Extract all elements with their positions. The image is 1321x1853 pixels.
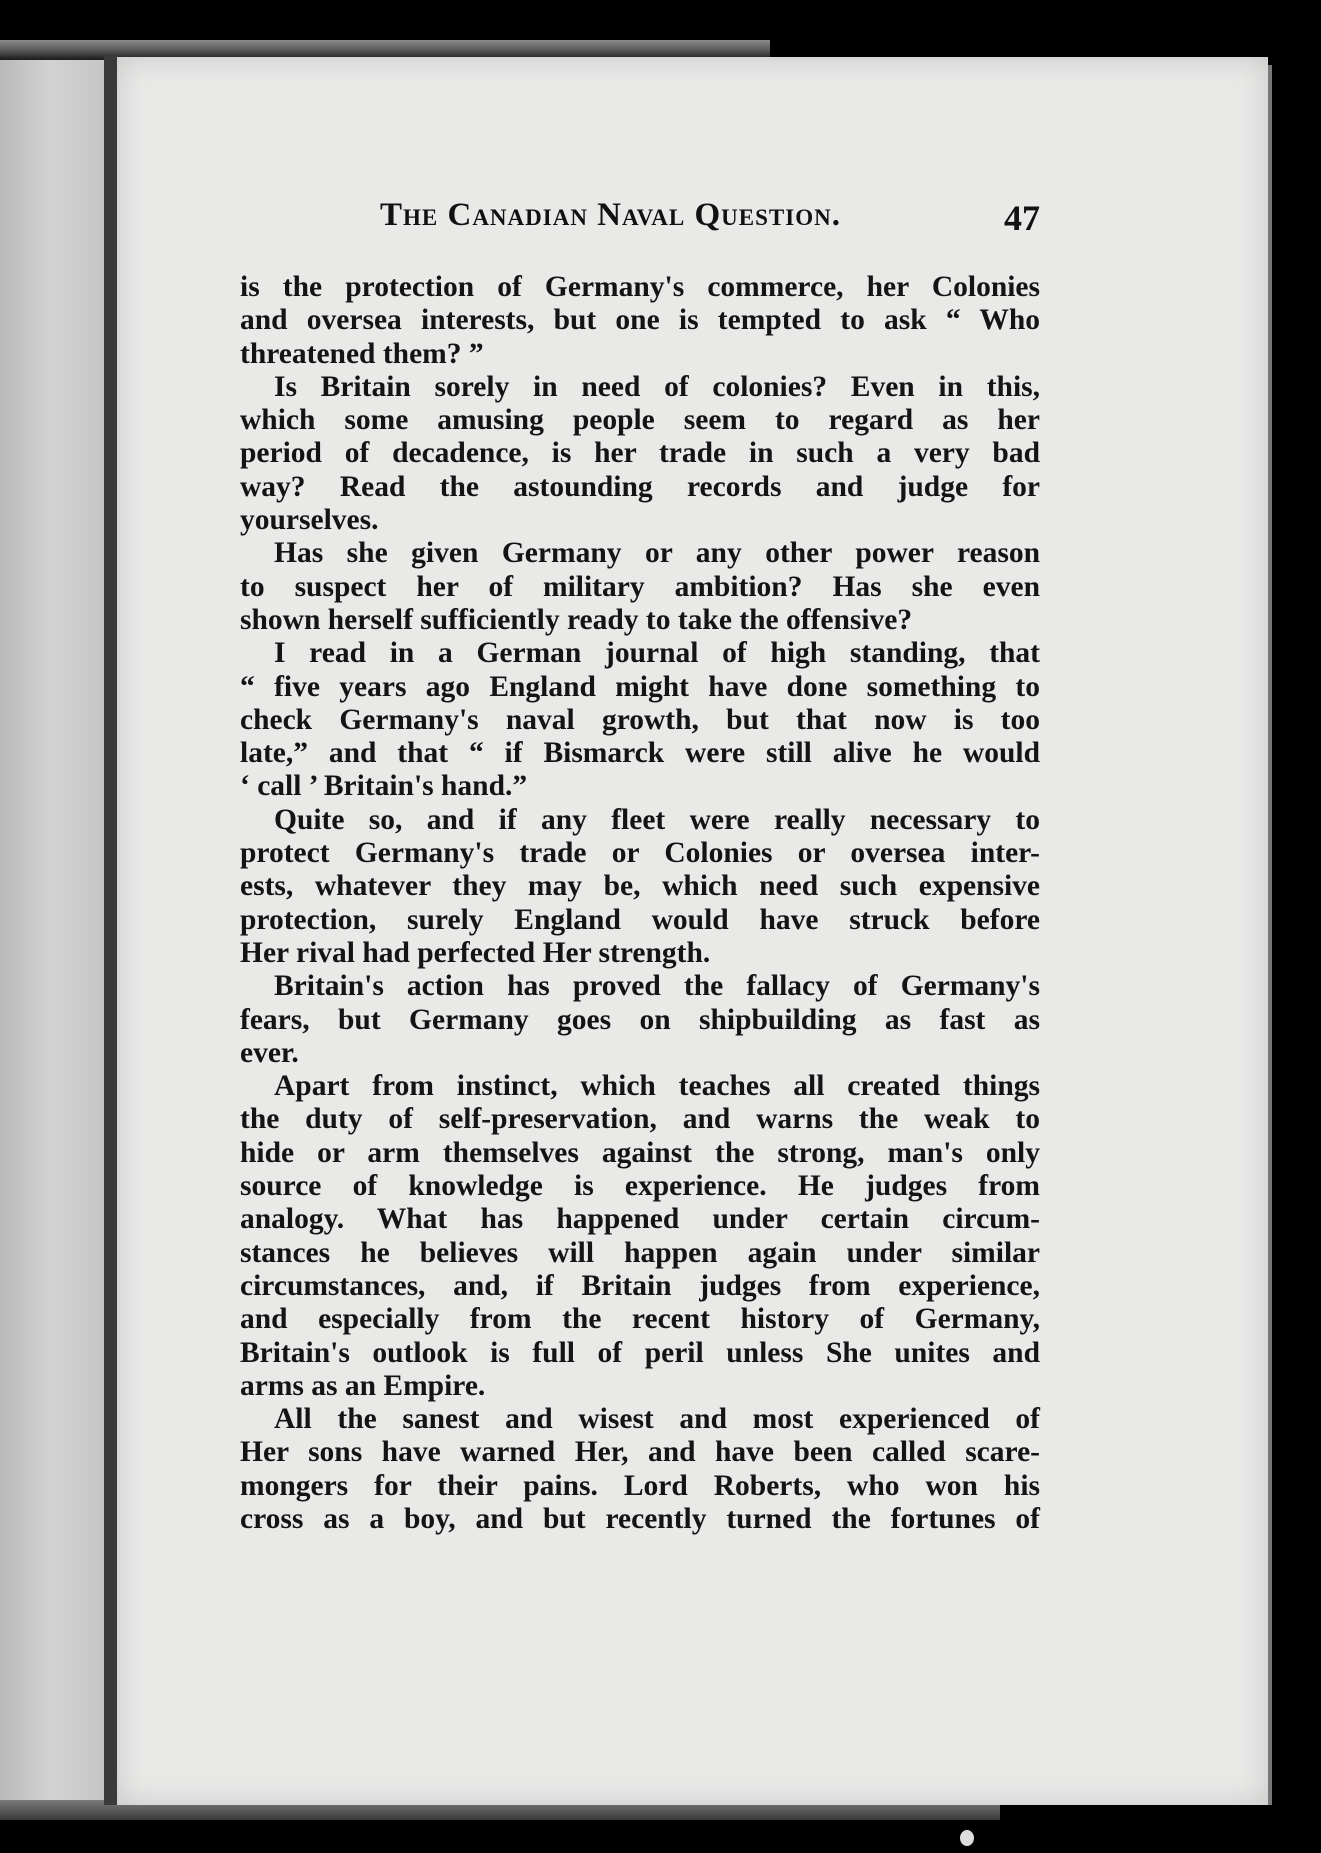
text-line: Apart from instinct, which teaches all created things: [274, 1070, 1040, 1103]
body-text: [240, 271, 1040, 1536]
text-line: period of decadence, is her trade in such a very bad: [240, 437, 1040, 470]
adjacent-page-edge: [0, 45, 112, 1805]
text-line: ests, whatever they may be, which need such expensive: [240, 870, 1040, 903]
text-line: arms as an Empire.: [240, 1369, 486, 1402]
text-line: Is Britain sorely in need of colonies? Even in this,: [274, 370, 1040, 403]
paragraph: [240, 970, 1040, 1070]
text-line: mongers for their pains. Lord Roberts, who won his: [240, 1469, 1040, 1502]
text-line: check Germany's naval growth, but that now is too: [240, 703, 1040, 736]
page-header: [380, 197, 1040, 257]
text-line: Her rival had perfected Her strength.: [240, 936, 711, 969]
text-line: protect Germany's trade or Colonies or oversea inter-: [240, 837, 1040, 870]
paragraph: [240, 371, 1040, 537]
text-line: hide or arm themselves against the strong, man's only: [240, 1136, 1040, 1169]
paragraph: [240, 537, 1040, 637]
text-line: Britain's outlook is full of peril unless She unites and: [240, 1336, 1040, 1369]
text-line: yourselves.: [240, 504, 379, 537]
text-line: Quite so, and if any fleet were really necessary to: [274, 803, 1040, 836]
text-line: circumstances, and, if Britain judges from experience,: [240, 1269, 1040, 1302]
text-line: “ five years ago England might have done something to: [240, 670, 1040, 703]
text-line: to suspect her of military ambition? Has she even: [240, 570, 1040, 603]
text-line: ‘ call ’ Britain's hand.”: [240, 770, 528, 803]
paragraph: [240, 637, 1040, 803]
text-line: Britain's action has proved the fallacy of Germany's: [274, 970, 1040, 1003]
text-line: I read in a German journal of high standing, that: [274, 637, 1040, 670]
paragraph: [240, 271, 1040, 371]
text-line: is the protection of Germany's commerce, her Colonies: [240, 271, 1040, 303]
text-line: and especially from the recent history of Germany,: [240, 1303, 1040, 1336]
text-line: the duty of self-preservation, and warns the weak to: [240, 1103, 1040, 1136]
text-line: analogy. What has happened under certain circum-: [240, 1203, 1040, 1236]
page-number: 47: [1004, 198, 1040, 238]
text-line: and oversea interests, but one is tempted to ask “ Who: [240, 304, 1040, 337]
text-line: All the sanest and wisest and most experienced of: [274, 1403, 1040, 1436]
running-title: The Canadian Naval Question.: [380, 197, 841, 233]
text-line: shown herself sufficiently ready to take the offensive?: [240, 603, 913, 636]
text-line: stances he believes will happen again under similar: [240, 1236, 1040, 1269]
text-line: cross as a boy, and but recently turned the fortunes of: [240, 1502, 1040, 1535]
text-line: late,” and that “ if Bismarck were still alive he would: [240, 737, 1040, 770]
text-line: source of knowledge is experience. He judges from: [240, 1170, 1040, 1203]
text-line: threatened them? ”: [240, 337, 484, 370]
text-line: way? Read the astounding records and judge for: [240, 470, 1040, 503]
paragraph: [240, 1070, 1040, 1403]
paragraph: [240, 804, 1040, 970]
text-line: Her sons have warned Her, and have been called scare-: [240, 1436, 1040, 1469]
paragraph: [240, 1403, 1040, 1536]
text-line: Has she given Germany or any other power reason: [274, 537, 1040, 570]
page-right-edge: [1268, 65, 1272, 1805]
book-spine: [104, 55, 118, 1805]
text-line: which some amusing people seem to regard as her: [240, 404, 1040, 437]
scan-artifact: [960, 1830, 974, 1846]
text-line: fears, but Germany goes on shipbuilding as fast as: [240, 1003, 1040, 1036]
text-line: ever.: [240, 1036, 299, 1069]
text-line: protection, surely England would have struck before: [240, 903, 1040, 936]
